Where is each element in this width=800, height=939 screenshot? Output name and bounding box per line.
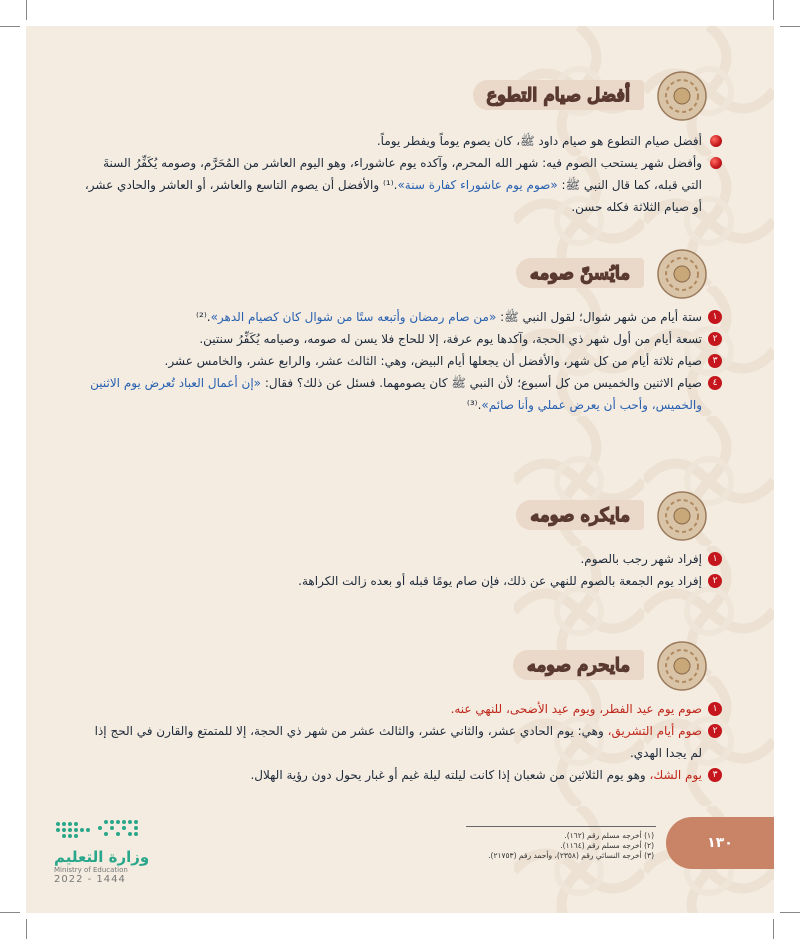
rosette-ornament-icon [656,640,708,692]
section-body [82,306,722,416]
text-segment: .⁽¹⁾ والأفضل أن يصوم التاسع والعاشر، أو العاشر والحادي عشر، أو صيام الثلاثة فكله حسن. [84,178,702,214]
section-title: مايحرم صومه [527,654,630,676]
hadith-quote: «إن أعمال العباد تُعرض يوم الاثنين والخميس، وأحب أن يعرض عملي وأنا صائم» [90,376,702,412]
text-segment: .⁽²⁾ [196,310,211,324]
item-number: ٢ [708,574,722,588]
list-item [82,306,722,328]
text-segment: .⁽³⁾ [466,398,482,412]
item-number: ١ [708,310,722,324]
item-text [165,354,702,368]
hadith-quote: «صوم يوم عاشوراء كفارة سنة» [397,178,558,192]
item-number: ٤ [708,376,722,390]
text-segment: وأفضل شهر يستحب الصوم فيه: شهر الله المحرم، وآكده يوم عاشوراء، وهو اليوم العاشر من المُحَرَّم، وصومه يُكَفِّرُ السنةَ التي قبله، كما قال النبي ﷺ: [103,156,702,192]
rosette-ornament-icon [656,490,708,542]
item-text [250,768,702,782]
crop-mark [780,912,800,913]
item-number: ٣ [708,768,722,782]
footnote-divider [466,826,656,827]
text-segment: إفراد شهر رجب بالصوم. [580,552,702,566]
section-header-sunnah-fasting [396,248,708,290]
list-item [82,720,722,764]
rosette-ornament-icon [656,70,708,122]
item-text [85,156,702,214]
section-title-bar [516,500,644,530]
section-body [82,698,722,786]
footnote: (٣) أخرجه النسائي رقم (٢٣٥٨)، وأحمد رقم (٢١٧٥٣). [488,851,654,860]
highlight-text: يوم الشك، [649,768,702,782]
crop-mark [773,0,774,20]
list-item [82,328,722,350]
section-header-disliked-fasting [396,490,708,532]
section-header-forbidden-fasting [396,640,708,682]
crop-mark [773,919,774,939]
ministry-name-arabic: وزارة التعليم [54,848,150,866]
list-item [82,548,722,570]
red-bullet-icon [710,135,722,147]
crop-mark [780,26,800,27]
text-segment: ستة أيام من شهر شوال؛ لقول النبي ﷺ: [496,310,702,324]
page-number: ١٣٠ [707,835,733,851]
item-number: ١ [708,552,722,566]
item-number: ١ [708,702,722,716]
section-title: مايُسنّ صومه [529,262,630,284]
text-segment: تسعة أيام من أول شهر ذي الحجة، وآكدها يوم عرفة، إلا للحاج فلا يسن له صومه، وصيامه يُكَفِّرُ سنتين. [199,332,702,346]
section-body [82,130,722,218]
section-title-bar [513,650,644,680]
section-title: أفضل صيام التطوع [486,84,630,106]
section-title-bar [516,258,644,288]
ministry-logo-dots-icon [54,816,144,842]
text-segment: إفراد يوم الجمعة بالصوم للنهي عن ذلك، فإن صام يومًا قبله أو بعده زالت الكراهة. [298,574,702,588]
item-text [451,702,702,716]
section-body [82,548,722,592]
hadith-quote: «من صام رمضان وأتبعه ستًا من شوال كان كصيام الدهر» [210,310,497,324]
crop-mark [0,26,20,27]
page-number-tab [666,817,774,869]
red-bullet-icon [710,157,722,169]
item-text [580,552,702,566]
highlight-text: صوم يوم عيد الفطر، ويوم عيد الأضحى، للنهي عنه. [450,702,702,716]
list-item [82,698,722,720]
text-segment: أفضل صيام التطوع هو صيام داود ﷺ، كان يصوم يوماً ويفطر يوماً. [376,134,702,148]
list-item [82,372,722,416]
edition-year: 2022 - 1444 [54,874,126,885]
text-segment: وهو يوم الثلاثين من شعبان إذا كانت ليلته ليلة غيم أو غبار يحول دون رؤية الهلال. [250,768,650,782]
list-item [82,152,722,218]
section-title: مايكره صومه [530,504,630,526]
item-text [298,574,702,588]
highlight-text: صوم أيام التشريق، [607,724,702,738]
item-number: ٢ [708,724,722,738]
section-title-bar [473,80,644,110]
list-item [82,764,722,786]
text-segment: صيام الاثنين والخميس من كل أسبوع؛ لأن النبي ﷺ كان يصومهما. فسئل عن ذلك؟ فقال: [261,376,702,390]
textbook-page [26,26,774,913]
footnote: (٢) أخرجه مسلم رقم (١١٦٤). [560,841,654,850]
list-item [82,350,722,372]
item-text [196,310,702,324]
text-segment: صيام ثلاثة أيام من كل شهر، والأفضل أن يجعلها أيام البيض، وهي: الثالث عشر، والرابع عشر، والخامس عشر. [164,354,702,368]
item-number: ٣ [708,354,722,368]
crop-mark [26,919,27,939]
footnotes [354,831,654,861]
crop-mark [0,912,20,913]
ministry-logo [54,816,174,885]
list-item [82,130,722,152]
item-number: ٢ [708,332,722,346]
item-text [199,332,702,346]
crop-mark [26,0,27,20]
section-header-best-voluntary-fasting [396,70,708,112]
item-text [90,376,702,412]
list-item [82,570,722,592]
item-text [95,724,702,760]
rosette-ornament-icon [656,248,708,300]
footnote: (١) أخرجه مسلم رقم (١٦٢). [564,831,654,840]
item-text [377,134,702,148]
text-segment: وهي: يوم الحادي عشر، والثاني عشر، والثالث عشر من شهر ذي الحجة، إلا للمتمتع والقارن في الحج إذا لم يجدا الهدي. [94,724,702,760]
ministry-name-english: Ministry of Education [54,866,128,874]
